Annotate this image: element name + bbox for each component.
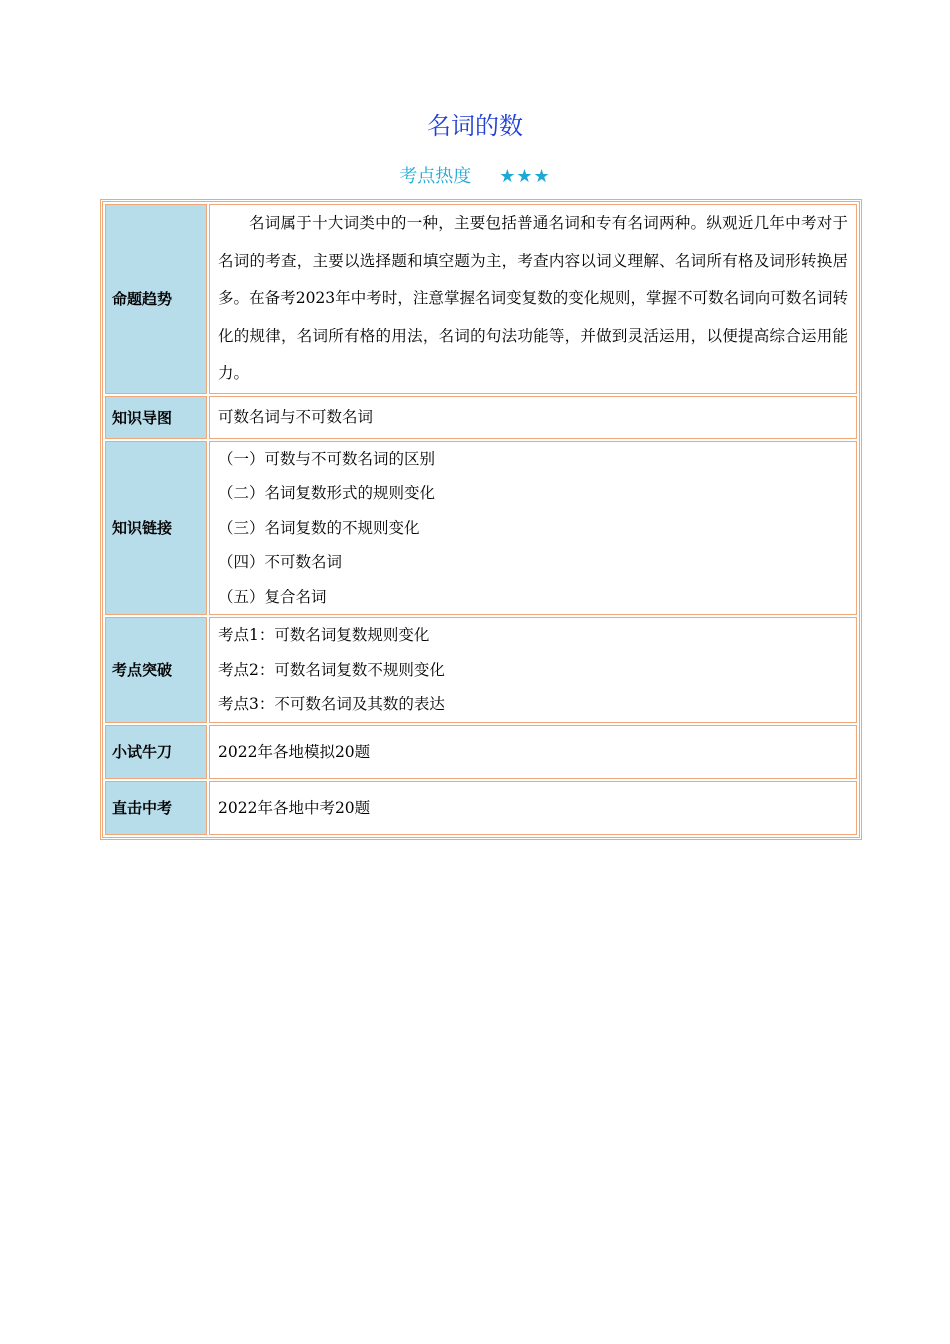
row-content: [209, 396, 857, 439]
row-map: [105, 396, 857, 439]
row-content: [209, 617, 857, 723]
row-content: [209, 441, 857, 616]
list-item: 考点2：可数名词复数不规则变化: [218, 660, 445, 679]
list-item: （三）名词复数的不规则变化: [218, 518, 420, 537]
row-content: [209, 204, 857, 394]
map-text: 可数名词与不可数名词: [218, 408, 374, 426]
row-content: [209, 781, 857, 835]
list-item: （五）复合名词: [218, 587, 327, 606]
row-label: 考点突破: [105, 617, 207, 723]
list-item: 考点1：可数名词复数规则变化: [218, 626, 430, 644]
row-label: 直击中考: [105, 781, 207, 835]
practice-text: 2022年各地模拟20题: [218, 742, 371, 761]
list-item: （四）不可数名词: [218, 553, 343, 571]
exam-text: 2022年各地中考20题: [218, 798, 371, 817]
row-exam: [105, 781, 857, 835]
row-practice: [105, 725, 857, 779]
row-label: 小试牛刀: [105, 725, 207, 779]
row-points: [105, 617, 857, 723]
trend-paragraph: 名词属于十大词类中的一种，主要包括普通名词和专有名词两种。纵观近几年中考对于名词的考查，主要以选择题和填空题为主，考查内容以词义理解、名词所有格及词形转换居多。在备考2023年中考时，注意掌握名词变复数的变化规则，掌握不可数名词向可数名词转化的规律，名词所有格的用法，名词的句法功能等，并做到灵活运用，以便提高综合运用能力。: [218, 214, 848, 382]
row-links: [105, 441, 857, 616]
overview-table: [100, 199, 862, 840]
row-trend: [105, 204, 857, 394]
heat-rating: [0, 162, 950, 192]
list-item: （一）可数与不可数名词的区别: [218, 449, 436, 468]
row-label: 命题趋势: [105, 204, 207, 394]
list-item: 考点3：不可数名词及其数的表达: [218, 695, 445, 713]
row-content: [209, 725, 857, 779]
row-label: 知识链接: [105, 441, 207, 616]
page-title: 名词的数: [427, 112, 523, 140]
row-label: 知识导图: [105, 396, 207, 439]
star-rating-icon: ★★★: [499, 166, 551, 187]
list-item: （二）名词复数形式的规则变化: [218, 484, 436, 502]
heat-label: 考点热度: [399, 166, 472, 187]
